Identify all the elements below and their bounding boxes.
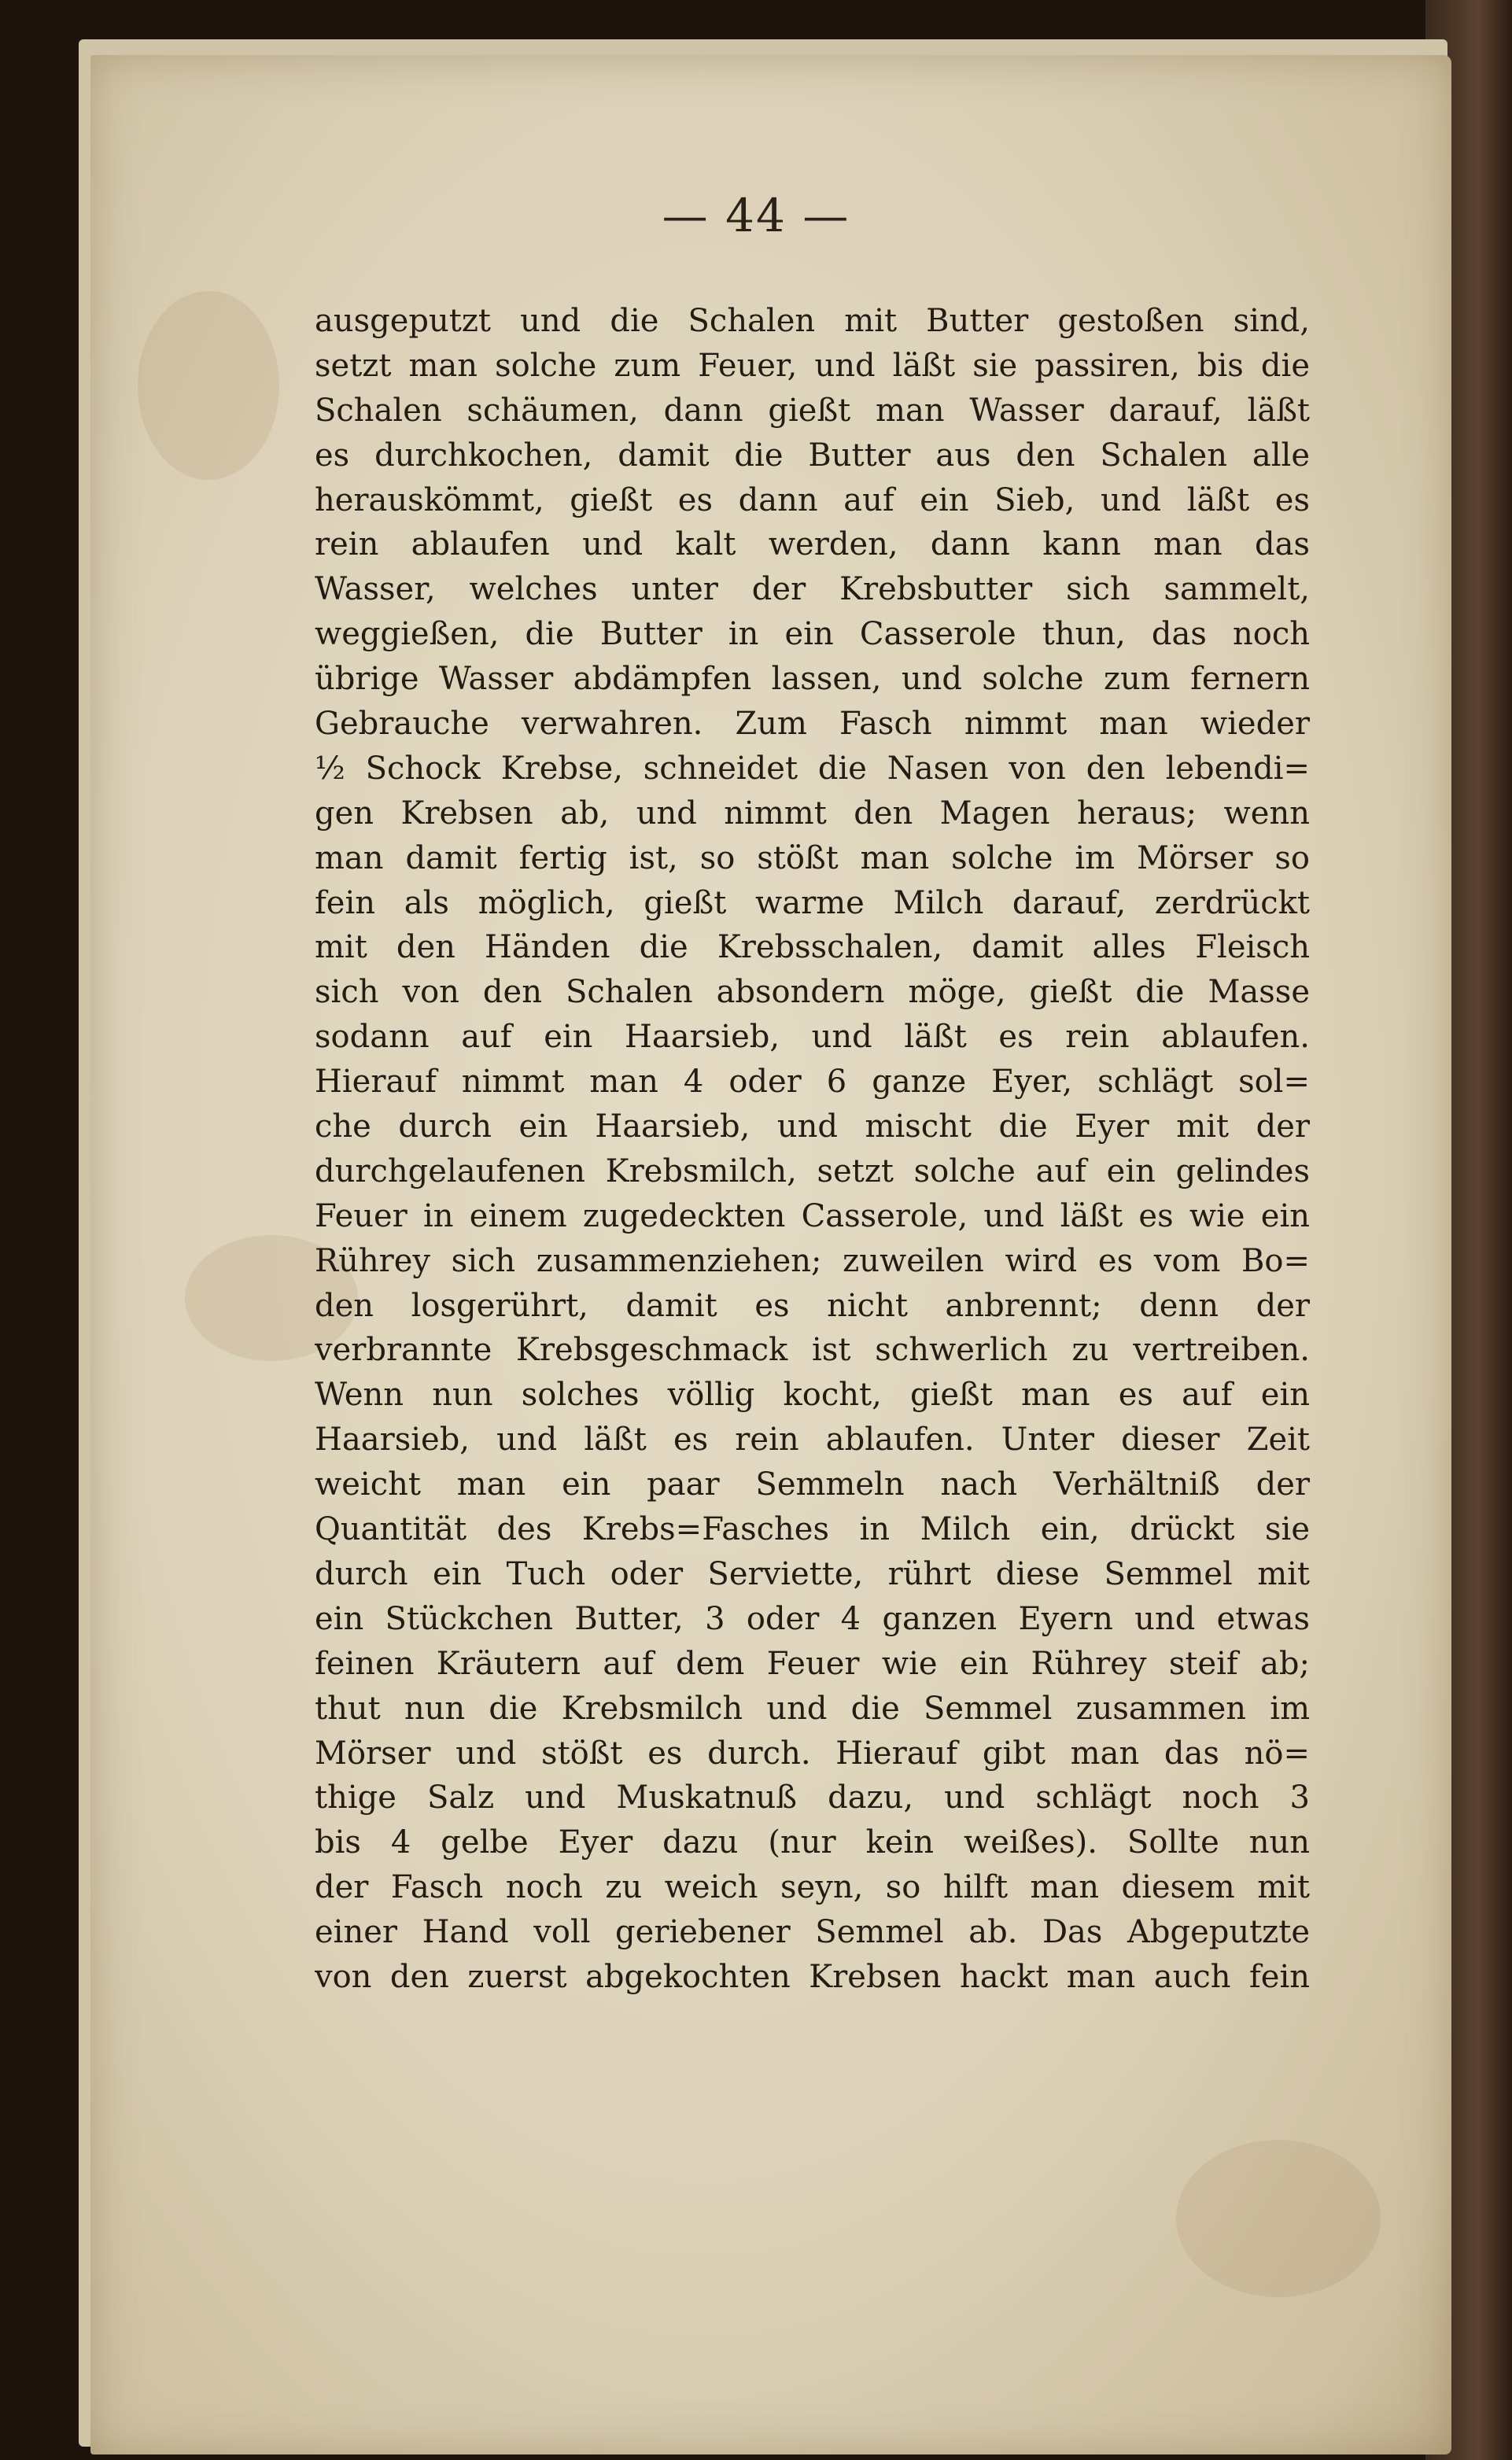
text-line: Quantität des Krebs=Fasches in Milch ein, drückt sie [315, 1511, 1310, 1548]
page-number: — 44 — [662, 189, 850, 242]
text-line: Schalen schäumen, dann gießt man Wasser darauf, läßt [315, 392, 1310, 429]
text-line: rein ablaufen und kalt werden, dann kann man das [315, 526, 1310, 563]
text-line: ein Stückchen Butter, 3 oder 4 ganzen Eyern und etwas [315, 1600, 1310, 1637]
text-line: weggießen, die Butter in ein Casserole thun, das noch [315, 616, 1310, 653]
text-line: mit den Händen die Krebsschalen, damit alles Fleisch [315, 929, 1310, 966]
text-line: Gebrauche verwahren. Zum Fasch nimmt man wieder [315, 706, 1310, 743]
text-line: von den zuerst abgekochten Krebsen hackt man auch fein [315, 1958, 1310, 1995]
text-line: bis 4 gelbe Eyer dazu (nur kein weißes). Sollte nun [315, 1824, 1310, 1861]
text-line: Mörser und stößt es durch. Hierauf gibt man das nö= [315, 1735, 1310, 1772]
text-line: Haarsieb, und läßt es rein ablaufen. Unter dieser Zeit [315, 1422, 1310, 1459]
text-line: weicht man ein paar Semmeln nach Verhältniß der [315, 1466, 1310, 1503]
text-line: thige Salz und Muskatnuß dazu, und schlägt noch 3 [315, 1780, 1310, 1816]
text-line: sich von den Schalen absondern möge, gießt die Masse [315, 974, 1310, 1011]
paper-stain [1176, 2140, 1381, 2297]
text-line: es durchkochen, damit die Butter aus den Schalen alle [315, 437, 1310, 474]
text-line: herauskömmt, gießt es dann auf ein Sieb, und läßt es [315, 481, 1310, 518]
text-line: verbrannte Krebsgeschmack ist schwerlich zu vertreiben. [315, 1332, 1310, 1369]
body-text [315, 299, 1310, 2000]
text-line: Rührey sich zusammenziehen; zuweilen wird es vom Bo= [315, 1242, 1310, 1279]
text-line: Feuer in einem zugedeckten Casserole, und läßt es wie ein [315, 1197, 1310, 1234]
text-line: durchgelaufenen Krebsmilch, setzt solche auf ein gelindes [315, 1153, 1310, 1189]
text-line: fein als möglich, gießt warme Milch darauf, zerdrückt [315, 884, 1310, 921]
text-line: che durch ein Haarsieb, und mischt die Eyer mit der [315, 1108, 1310, 1145]
text-line: ½ Schock Krebse, schneidet die Nasen von den lebendi= [315, 750, 1310, 787]
text-line: sodann auf ein Haarsieb, und läßt es rein ablaufen. [315, 1019, 1310, 1056]
text-line: einer Hand voll geriebener Semmel ab. Das Abgeputzte [315, 1914, 1310, 1951]
text-line: setzt man solche zum Feuer, und läßt sie passiren, bis die [315, 347, 1310, 384]
text-line: den losgerührt, damit es nicht anbrennt; denn der [315, 1287, 1310, 1324]
text-line: gen Krebsen ab, und nimmt den Magen heraus; wenn [315, 795, 1310, 832]
paper-stain [138, 291, 279, 480]
text-line: der Fasch noch zu weich seyn, so hilft man diesem mit [315, 1869, 1310, 1906]
text-line: ausgeputzt und die Schalen mit Butter gestoßen sind, [315, 303, 1310, 339]
text-line: Wasser, welches unter der Krebsbutter sich sammelt, [315, 571, 1310, 608]
text-line: durch ein Tuch oder Serviette, rührt diese Semmel mit [315, 1555, 1310, 1592]
text-line: übrige Wasser abdämpfen lassen, und solche zum fernern [315, 661, 1310, 698]
text-line: man damit fertig ist, so stößt man solche im Mörser so [315, 839, 1310, 876]
text-line: Hierauf nimmt man 4 oder 6 ganze Eyer, schlägt sol= [315, 1064, 1310, 1101]
text-line: feinen Kräutern auf dem Feuer wie ein Rührey steif ab; [315, 1645, 1310, 1682]
text-line: Wenn nun solches völlig kocht, gießt man es auf ein [315, 1377, 1310, 1414]
text-line: thut nun die Krebsmilch und die Semmel zusammen im [315, 1690, 1310, 1727]
